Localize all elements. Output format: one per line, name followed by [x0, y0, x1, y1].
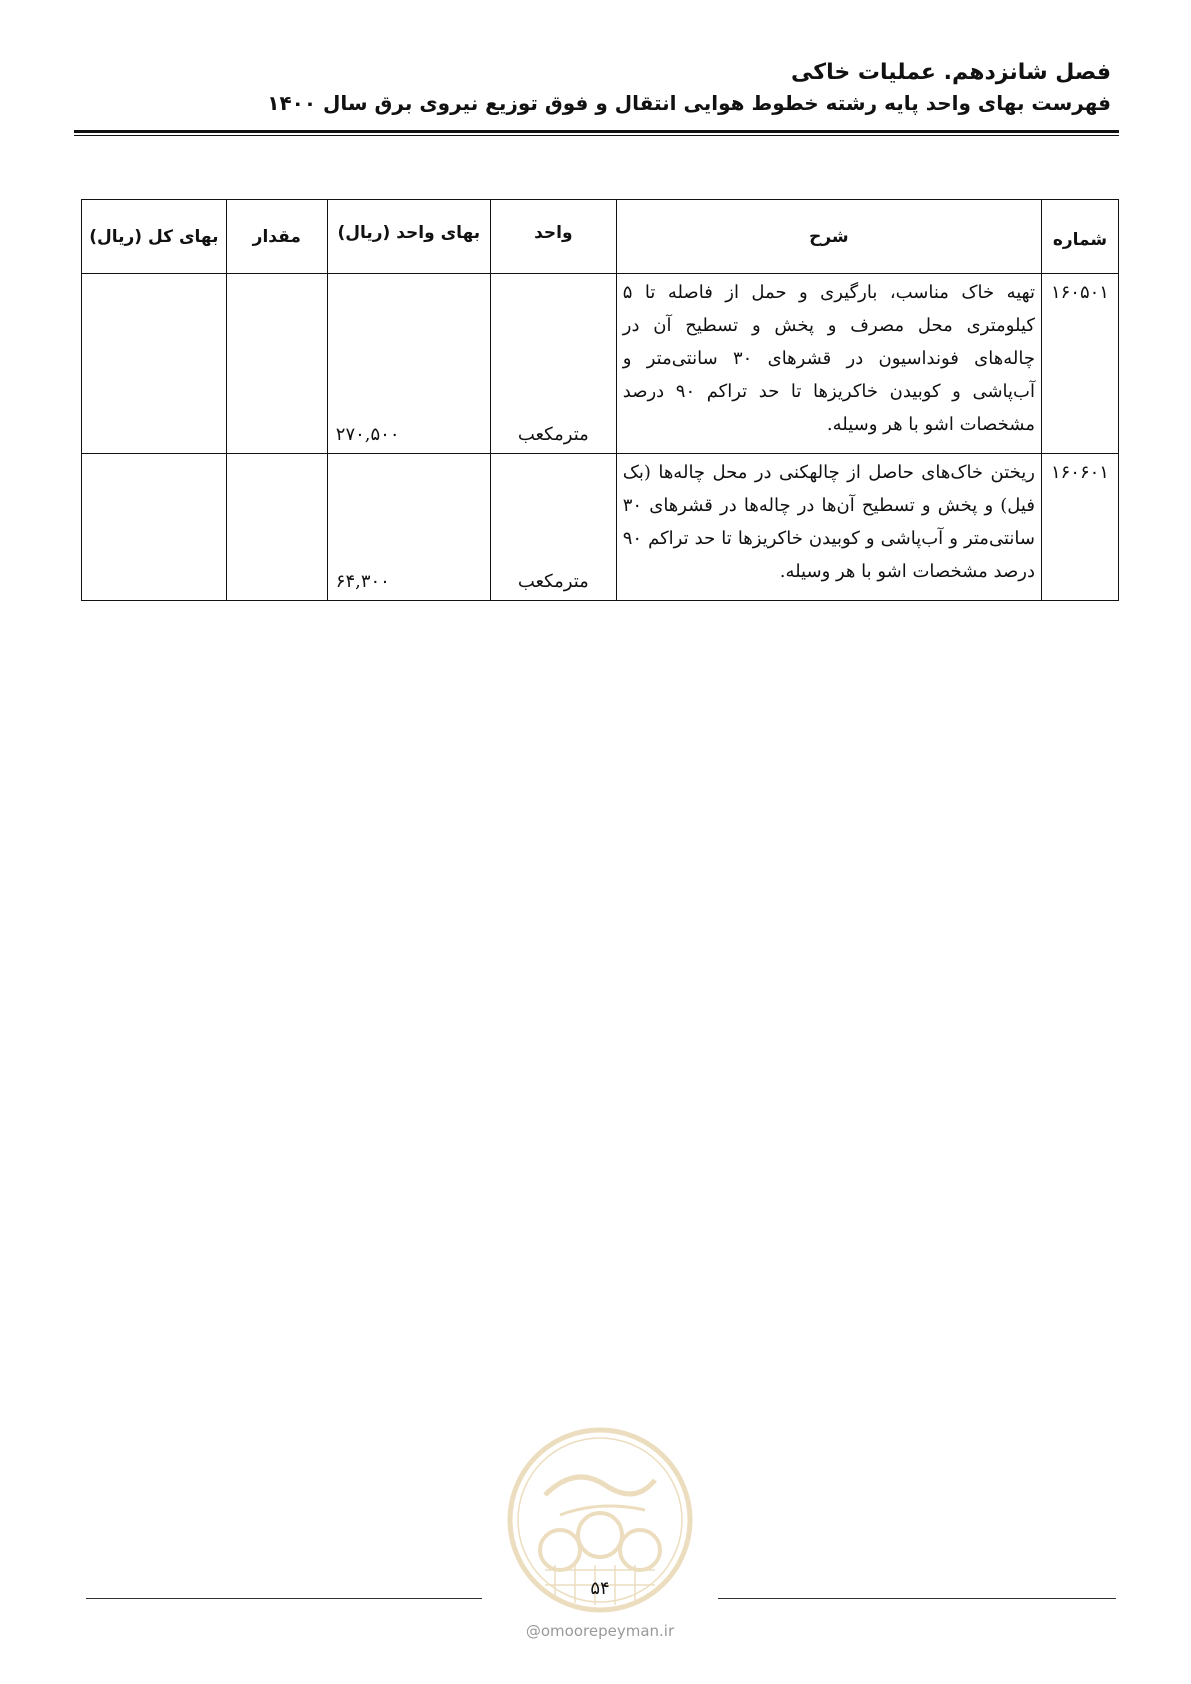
- header-unit: واحد: [490, 200, 616, 274]
- header-quantity: مقدار: [226, 200, 327, 274]
- row-description: ریختن خاک‌های حاصل از چالهکنی در محل چاله‌ها (بک فیل) و پخش و تسطیح آن‌ها در چاله‌ها در قشرهای ۳۰ سانتی‌متر و آب‌پاشی و کوبیدن خاکریزها تا حد تراکم ۹۰ درصد مشخصات اشو با هر وسیله.: [616, 454, 1041, 601]
- row-unit-price: ۲۷۰,۵۰۰: [327, 274, 490, 454]
- page-header: [71, 60, 1111, 115]
- footer-rule-right: [718, 1598, 1116, 1599]
- row-number: ۱۶۰۵۰۱: [1041, 274, 1118, 454]
- chapter-title: فصل شانزدهم. عملیات خاکی: [791, 60, 1111, 85]
- header-unit-price: بهای واحد (ریال): [327, 200, 490, 274]
- website-link[interactable]: @omoorepeyman.ir: [525, 1622, 675, 1640]
- row-total-price: [82, 274, 227, 454]
- row-number: ۱۶۰۶۰۱: [1041, 454, 1118, 601]
- header-total-price: بهای کل (ریال): [82, 200, 227, 274]
- header-description: شرح: [616, 200, 1041, 274]
- document-title: فهرست بهای واحد پایه رشته خطوط هوایی انتقال و فوق توزیع نیروی برق سال ۱۴۰۰: [267, 91, 1111, 115]
- table-row: [82, 454, 1119, 601]
- row-description: تهیه خاک مناسب، بارگیری و حمل از فاصله تا ۵ کیلومتری محل مصرف و پخش و تسطیح آن در چاله‌های فونداسیون در قشرهای ۳۰ سانتی‌متر و آب‌پاشی و کوبیدن خاکریزها تا حد تراکم ۹۰ درصد مشخصات اشو با هر وسیله.: [616, 274, 1041, 454]
- price-list-table: [81, 199, 1119, 601]
- row-unit-price: ۶۴,۳۰۰: [327, 454, 490, 601]
- table-header-row: [82, 200, 1119, 274]
- header-number: شماره: [1041, 200, 1118, 274]
- row-quantity: [226, 454, 327, 601]
- row-quantity: [226, 274, 327, 454]
- page-number: ۵۴: [590, 1578, 610, 1599]
- footer-rule-left: [86, 1598, 482, 1599]
- row-total-price: [82, 454, 227, 601]
- table-row: [82, 274, 1119, 454]
- header-rule-thick: [74, 130, 1119, 133]
- header-rule-thin: [74, 135, 1119, 136]
- row-unit: مترمکعب: [490, 274, 616, 454]
- row-unit: مترمکعب: [490, 454, 616, 601]
